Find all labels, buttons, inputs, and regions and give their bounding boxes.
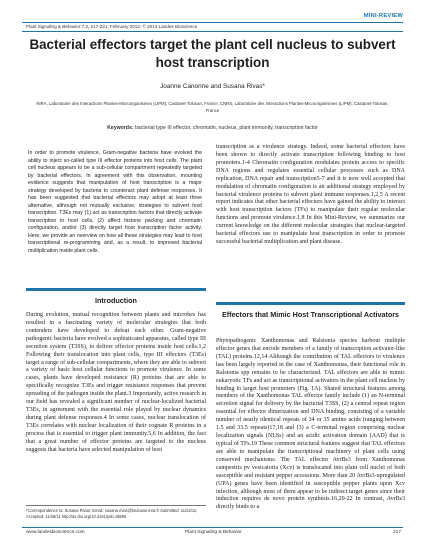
article-title: Bacterial effectors target the plant cell nucleus to subvert host transcription [29, 37, 396, 70]
body-text-left [26, 312, 206, 455]
abstract: In order to promote virulence, Gram-negative bacteria have evolved the ability to inject so-called type III effector proteins into host cells. The plant cell nucleus appears to be a sub-cellular compartment repeatedly targeted by bacterial effectors. In agreement with this observation, mounting evidence suggests that manipulation of host transcription is a major strategy developed by bacteria to counteract plant defense responses. It has been suggested that bacterial effectors may adopt at least three alternative, although not mutually exclusive, strategies to subvert host transcription. T3Es may (1) act as transcription factors that directly activate transcription in host cells, (2) affect histone packing and chromatin configuration, and/or (3) directly target host transcription factor activity. Here, we provide an overview on how all these strategies may lead to host transcriptional re-programming and, as a result, to improved bacterial multiplication inside plant cells. [28, 150, 202, 254]
header-rule [22, 22, 403, 23]
authors: Joanne Canonne and Susana Rivas* [160, 83, 265, 90]
paragraph: Phytopathogenic Xanthomonas and Ralstonia species harbour multiple effector genes that encode members of a family of transcription activator-like (TAL) proteins.12,14 Although the contribution of TAL effectors to virulence has been largely reported in the case of Xanthomonas, their functional role in Ralstonia spp remains to be characterized. TAL effectors are able to mimic eukaryotic TFs and act as transcriptional activators in the plant cell nucleus by binding to target host promoters (Fig. 1A). Shared structural features among members of the Xanthomonas TAL effector family include (1) an N-terminal secretion signal for delivery by the bacterial T3SS, (2) a central repeat region essential for effector dimerization and DNA binding, consisting of a variable number of nearly identical repeats of 34 or 35 amino acids (ranging between 1.5 and 33.5 repeats)17,18 and (3) a C-terminal region comprising nuclear localization signals (NLSs) and an acidic activation domain (AAD) that is typical of TFs.19 These common structural features suggest that TAL effectors are able to manipulate the transcriptional machinery of plant cells using conserved mechanisms. The TAL effector AvrBs3 from Xanthomonas campestris pv vesicatoria (Xcv) is translocated into plant cell nuclei of both susceptible and resistant pepper accessions. More than 20 AvrBs3-upregulated (UPA) genes have been identified in susceptible pepper plants upon Xcv infection, although most of them appear to be indirect target genes since their induction requires de novo protein synthesis.16,20-22 In contrast, AvrBs3 directly binds to a [216, 338, 405, 511]
section-rule [216, 302, 405, 305]
affiliation: INRA, Laboratoire des Interactions Plantes-Microorganismes (LIPM); Castanet-Tolosan, France; CNRS, Laboratoire des Interactions Plantes-Microorganismes (LIPM); Castanet-Tolosan, France [36, 101, 389, 113]
section-heading-effectors [216, 302, 405, 319]
keywords-text: bacterial type III effector, chromatin, nucleus, plant immunity, transcription factor [133, 125, 318, 131]
header-rule-bottom [22, 31, 403, 32]
footer-website: www.landesbioscience.com [26, 530, 85, 535]
section-rule [26, 288, 206, 291]
keywords-label: Keywords: [107, 125, 134, 131]
footer-rule [22, 527, 403, 528]
footer-journal: Plant Signaling & Behavior [185, 530, 242, 535]
section-label: MINI-REVIEW [363, 13, 403, 19]
correspondence-note: *Correspondence to: Susana Rivas; Email: susana.rivas@toulouse.inra.fr Submitted: 11/22/11; Accepted: 11/28/11 http://dx.doi.org/10.4161/psb.18885 [26, 505, 206, 519]
keywords [22, 125, 403, 131]
body-text-right-top [216, 144, 405, 247]
section-heading-introduction [26, 288, 206, 305]
body-text-right-bottom [216, 338, 405, 512]
running-head: Plant Signaling & Behavior 7:2, 217-221; February 2012; © 2012 Landes Bioscience [26, 24, 198, 29]
section-title: Introduction [95, 296, 137, 305]
section-title: Effectors that Mimic Host Transcriptional Activators [221, 310, 400, 319]
page-number: 217 [392, 530, 401, 535]
paragraph: transcription as a virulence strategy. Indeed, some bacterial effectors have been shown to directly activate transcription following binding to host promoters.1-4 Chromatin configuration modulates protein access to specific DNA regions and regulates essential cellular processes such as DNA replication, DNA repair and transcription5-7 and it is now well accepted that modulation of chromatin configuration is an additional strategy employed by bacterial virulence proteins to subvert plant immune responses.1,2,5 A recent report indicates that other bacterial effectors have gained the ability to interact with host transcription factors (TFs) to manipulate their regular molecular functions and promote virulence.1,8 In this Mini-Review, we summarize our current knowledge on the different molecular strategies that nuclear-targeted bacterial effectors use to manipulate host transcription in order to promote successful bacterial multiplication and plant disease. [216, 144, 405, 246]
paragraph: During evolution, mutual recognition between plants and microbes has resulted in a fascinating variety of molecular strategies that both contenders have developed to defeat each other. Gram-negative pathogenic bacteria have evolved a sophisticated apparatus, called type III secretion system (T3SS), to deliver effector proteins inside host cells.1,2 Following their translocation into plant cells, type III effectors (T3Es) target a range of sub-cellular compartments, where they are able to subvert a variety of basic host cellular functions to promote virulence. In some cases, plants have developed resistance (R) proteins that are able to specifically recognize T3Es and trigger resistance responses that prevent spreading of the pathogen inside the plant.3 Importantly, active research in our field has revealed a significant number of nuclear-localized bacterial T3Es, in agreement with the essential role played by nuclear dynamics during plant defense responses.4 In some cases, nuclear translocation of T3Es correlates with nuclear localization of their cognate R proteins in a process that is essential to trigger plant immunity.5,6 In addition, the fact that a great number of effector proteins are targeted to the nucleus suggests that bacteria have selected manipulation of host [26, 312, 206, 453]
